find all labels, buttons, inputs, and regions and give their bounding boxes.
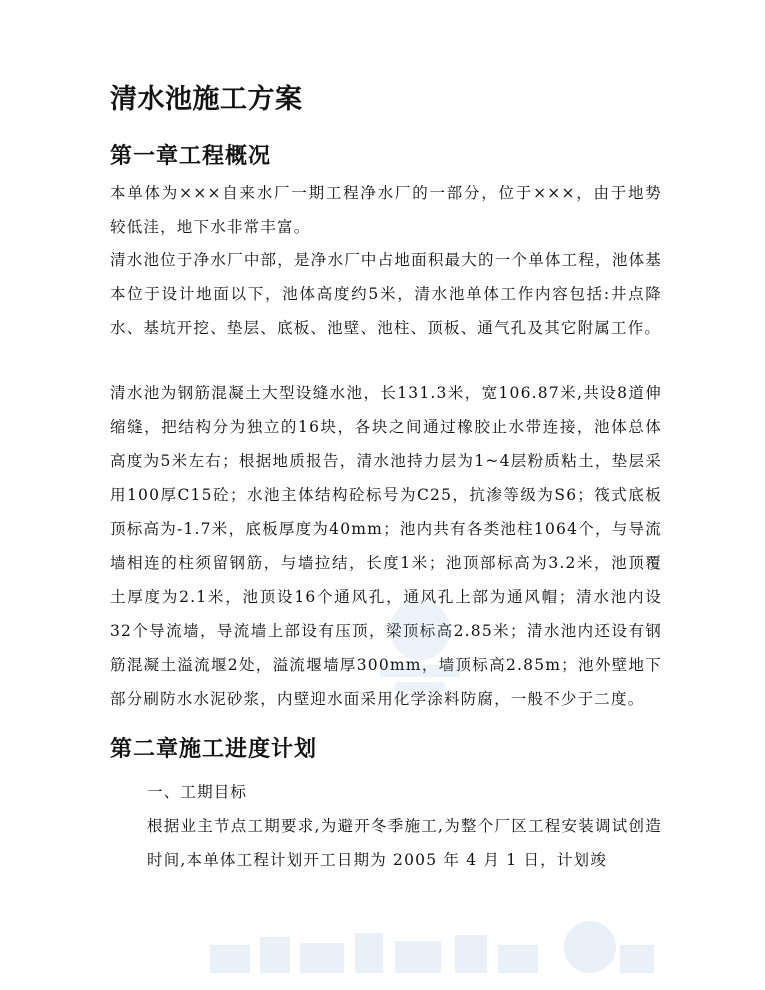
chapter-1-heading: 第一章工程概况 xyxy=(110,143,272,169)
document-title: 清水池施工方案 xyxy=(110,84,303,115)
chapter-2-paragraph-1: 根据业主节点工期要求,为避开冬季施工,为整个厂区工程安装调试创造时间,本单体工程计划开工日期为 2005 年 4 月 1 日，计划竣 xyxy=(147,817,662,869)
chapter-1-paragraph-2: 清水池位于净水厂中部，是净水厂中占地面积最大的一个单体工程，池体基本位于设计地面以下，池体高度约5米，清水池单体工作内容包括:井点降水、基坑开挖、垫层、底板、池壁、池柱、顶板、通气孔及其它附属工作。 xyxy=(110,251,662,337)
chapter-1-paragraph-3: 清水池为钢筋混凝土大型设缝水池，长131.3米，宽106.87米,共设8道伸缩缝，把结构分为独立的16块，各块之间通过橡胶止水带连接，池体总体高度为5米左右；根据地质报告，清水池持力层为1~4层粉质粘土，垫层采用100厚C15砼；水池主体结构砼标号为C25，抗渗等级为S6；筏式底板顶标高为-1.7米，底板厚度为40mm；池内共有各类池柱1064个，与导流墙相连的柱须留钢筋，与墙拉结，长度1米；池顶部标高为3.2米，池顶覆土厚度为2.1米，池顶设16个通风孔，通风孔上部为通风帽；清水池内设32个导流墙，导流墙上部设有压顶，梁顶标高2.85米；清水池内还设有钢筋混凝土溢流堰2处，溢流堰墙厚300mm，墙顶标高2.85m；池外壁地下部分刷防水水泥砂浆，内壁迎水面采用化学涂料防腐，一般不少于二度。 xyxy=(110,384,662,708)
watermark-text-icon xyxy=(200,915,660,985)
chapter-2-heading: 第二章施工进度计划 xyxy=(110,736,318,762)
chapter-2-subheading: 一、工期目标 xyxy=(147,783,248,801)
chapter-1-paragraph-1: 本单体为×××自来水厂一期工程净水厂的一部分，位于×××，由于地势较低洼，地下水非常丰富。 xyxy=(110,184,662,236)
